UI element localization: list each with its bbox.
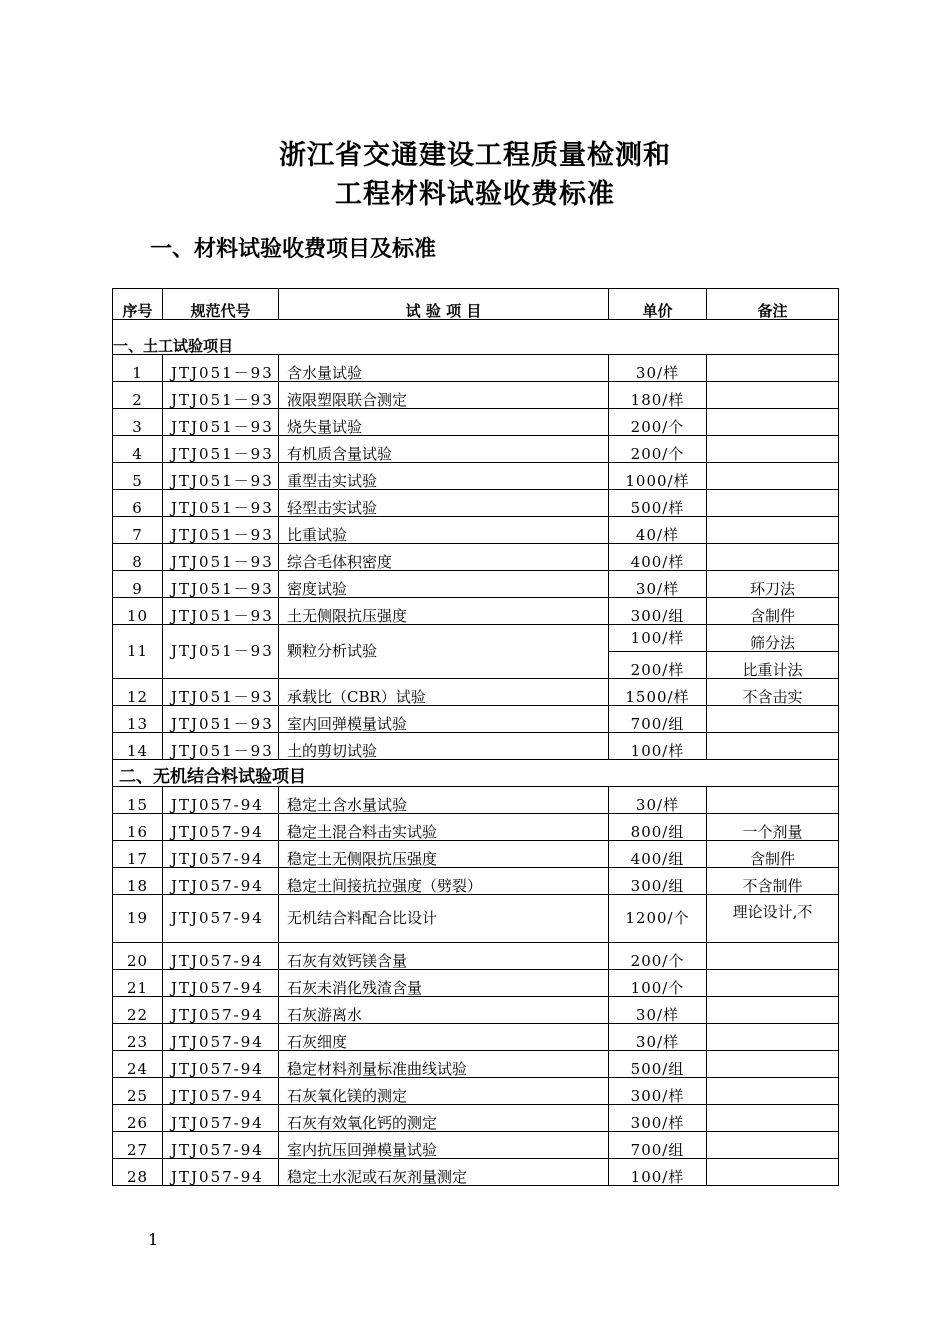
row-note [707, 436, 839, 463]
row-code: JTJ057-94 [163, 1024, 279, 1051]
row-index: 27 [113, 1132, 163, 1159]
row-code: JTJ057-94 [163, 814, 279, 841]
table-row [113, 625, 839, 652]
row-note: 含制件 [707, 598, 839, 625]
table-row [113, 787, 839, 814]
row-note: 含制件 [707, 841, 839, 868]
table-row [113, 943, 839, 970]
row-note: 理论设计,不 [707, 895, 839, 943]
section-row [113, 760, 839, 787]
row-price: 30/样 [609, 997, 707, 1024]
row-item: 稳定材料剂量标准曲线试验 [279, 1051, 609, 1078]
fee-table [112, 288, 839, 1186]
row-item: 稳定土无侧限抗压强度 [279, 841, 609, 868]
row-index: 11 [113, 625, 163, 679]
code-header: 规范代号 [163, 289, 279, 320]
row-code: JTJ057-94 [163, 895, 279, 943]
table-row [113, 679, 839, 706]
row-price: 30/样 [609, 571, 707, 598]
row-item: 稳定土水泥或石灰剂量测定 [279, 1159, 609, 1186]
row-price: 1200/个 [609, 895, 707, 943]
table-row [113, 463, 839, 490]
row-price: 700/组 [609, 1132, 707, 1159]
table-row [113, 841, 839, 868]
row-code: JTJ057-94 [163, 997, 279, 1024]
table-row [113, 1132, 839, 1159]
row-note: 一个剂量 [707, 814, 839, 841]
row-price: 200/个 [609, 409, 707, 436]
row-item: 密度试验 [279, 571, 609, 598]
row-item: 综合毛体积密度 [279, 544, 609, 571]
table-row [113, 409, 839, 436]
row-code: JTJ057-94 [163, 1078, 279, 1105]
section-title: 一、土工试验项目 [113, 320, 839, 355]
table-row [113, 490, 839, 517]
row-note [707, 1051, 839, 1078]
row-code: JTJ051－93 [163, 490, 279, 517]
row-index: 6 [113, 490, 163, 517]
row-price: 100/个 [609, 970, 707, 997]
row-price: 1500/样 [609, 679, 707, 706]
table-row [113, 733, 839, 760]
row-note [707, 1132, 839, 1159]
row-item: 稳定土间接抗拉强度（劈裂） [279, 868, 609, 895]
table-row [113, 1024, 839, 1051]
row-price: 700/组 [609, 706, 707, 733]
row-note [707, 544, 839, 571]
table-row [113, 517, 839, 544]
row-index: 1 [113, 355, 163, 382]
row-index: 2 [113, 382, 163, 409]
table-row [113, 895, 839, 943]
row-note [707, 355, 839, 382]
row-index: 18 [113, 868, 163, 895]
table-row [113, 598, 839, 625]
row-code: JTJ057-94 [163, 970, 279, 997]
table-header-row [113, 289, 839, 320]
row-item: 室内回弹模量试验 [279, 706, 609, 733]
row-item: 石灰未消化残渣含量 [279, 970, 609, 997]
row-item: 承载比（CBR）试验 [279, 679, 609, 706]
row-item: 土无侧限抗压强度 [279, 598, 609, 625]
row-note [707, 1024, 839, 1051]
row-code: JTJ057-94 [163, 1132, 279, 1159]
row-price: 300/样 [609, 1078, 707, 1105]
index-header: 序号 [113, 289, 163, 320]
row-code: JTJ057-94 [163, 787, 279, 814]
row-item: 颗粒分析试验 [279, 625, 609, 679]
row-note: 不含击实 [707, 679, 839, 706]
row-index: 26 [113, 1105, 163, 1132]
table-row [113, 571, 839, 598]
row-item: 含水量试验 [279, 355, 609, 382]
row-index: 15 [113, 787, 163, 814]
row-index: 24 [113, 1051, 163, 1078]
row-code: JTJ057-94 [163, 841, 279, 868]
row-item: 石灰氧化镁的测定 [279, 1078, 609, 1105]
table-row [113, 1159, 839, 1186]
row-price: 500/组 [609, 1051, 707, 1078]
table-row [113, 970, 839, 997]
row-code: JTJ057-94 [163, 1105, 279, 1132]
row-item: 比重试验 [279, 517, 609, 544]
row-item: 轻型击实试验 [279, 490, 609, 517]
row-note [707, 787, 839, 814]
row-price: 200/样 [609, 652, 707, 679]
row-code: JTJ057-94 [163, 1159, 279, 1186]
row-item: 有机质含量试验 [279, 436, 609, 463]
row-price: 300/组 [609, 868, 707, 895]
row-index: 23 [113, 1024, 163, 1051]
row-index: 10 [113, 598, 163, 625]
row-code: JTJ051－93 [163, 544, 279, 571]
row-index: 7 [113, 517, 163, 544]
row-index: 28 [113, 1159, 163, 1186]
row-price: 200/个 [609, 436, 707, 463]
table-row [113, 814, 839, 841]
row-price: 100/样 [609, 733, 707, 760]
row-index: 20 [113, 943, 163, 970]
row-price: 30/样 [609, 1024, 707, 1051]
row-item: 重型击实试验 [279, 463, 609, 490]
row-price: 400/样 [609, 544, 707, 571]
row-note [707, 1105, 839, 1132]
table-row [113, 1051, 839, 1078]
row-code: JTJ051－93 [163, 436, 279, 463]
row-note [707, 409, 839, 436]
row-note [707, 943, 839, 970]
row-item: 稳定土含水量试验 [279, 787, 609, 814]
row-note [707, 997, 839, 1024]
row-note [707, 1078, 839, 1105]
section-row [113, 320, 839, 355]
row-price: 300/样 [609, 1105, 707, 1132]
table-row [113, 868, 839, 895]
table-row [113, 706, 839, 733]
row-code: JTJ051－93 [163, 409, 279, 436]
row-index: 22 [113, 997, 163, 1024]
row-index: 12 [113, 679, 163, 706]
table-row [113, 1105, 839, 1132]
row-price: 800/组 [609, 814, 707, 841]
table-row [113, 544, 839, 571]
document-title-line2: 工程材料试验收费标准 [335, 179, 615, 210]
row-index: 4 [113, 436, 163, 463]
row-note: 筛分法 [707, 625, 839, 652]
note-header: 备注 [707, 289, 839, 320]
row-index: 13 [113, 706, 163, 733]
table-row [113, 997, 839, 1024]
document-title-line1: 浙江省交通建设工程质量检测和 [279, 140, 671, 171]
row-index: 17 [113, 841, 163, 868]
row-price: 100/样 [609, 1159, 707, 1186]
row-code: JTJ051－93 [163, 517, 279, 544]
row-index: 21 [113, 970, 163, 997]
row-note [707, 970, 839, 997]
row-note [707, 706, 839, 733]
row-item: 液限塑限联合测定 [279, 382, 609, 409]
row-note: 比重计法 [707, 652, 839, 679]
row-code: JTJ051－93 [163, 625, 279, 679]
row-note [707, 463, 839, 490]
row-index: 16 [113, 814, 163, 841]
row-code: JTJ057-94 [163, 868, 279, 895]
table-row [113, 355, 839, 382]
row-item: 石灰有效氧化钙的测定 [279, 1105, 609, 1132]
row-index: 8 [113, 544, 163, 571]
price-header: 单价 [609, 289, 707, 320]
section-heading: 一、材料试验收费项目及标准 [150, 236, 437, 262]
row-index: 25 [113, 1078, 163, 1105]
row-price: 1000/样 [609, 463, 707, 490]
row-code: JTJ051－93 [163, 355, 279, 382]
page-number: 1 [148, 1230, 159, 1249]
section-title: 二、无机结合料试验项目 [113, 760, 839, 787]
row-item: 室内抗压回弹模量试验 [279, 1132, 609, 1159]
row-code: JTJ051－93 [163, 733, 279, 760]
row-index: 5 [113, 463, 163, 490]
row-price: 400/组 [609, 841, 707, 868]
row-note [707, 517, 839, 544]
row-note: 环刀法 [707, 571, 839, 598]
row-item: 石灰细度 [279, 1024, 609, 1051]
row-price: 40/样 [609, 517, 707, 544]
table-row [113, 1078, 839, 1105]
row-note [707, 382, 839, 409]
row-code: JTJ057-94 [163, 943, 279, 970]
row-item: 烧失量试验 [279, 409, 609, 436]
row-price: 300/组 [609, 598, 707, 625]
row-code: JTJ051－93 [163, 706, 279, 733]
row-item: 稳定土混合料击实试验 [279, 814, 609, 841]
row-index: 14 [113, 733, 163, 760]
row-code: JTJ051－93 [163, 571, 279, 598]
row-code: JTJ051－93 [163, 598, 279, 625]
row-note [707, 1159, 839, 1186]
row-note [707, 733, 839, 760]
row-item: 土的剪切试验 [279, 733, 609, 760]
row-item: 无机结合料配合比设计 [279, 895, 609, 943]
row-code: JTJ057-94 [163, 1051, 279, 1078]
row-price: 180/样 [609, 382, 707, 409]
table-row [113, 382, 839, 409]
row-price: 30/样 [609, 355, 707, 382]
row-price: 100/样 [609, 625, 707, 652]
row-index: 19 [113, 895, 163, 943]
row-code: JTJ051－93 [163, 463, 279, 490]
row-item: 石灰有效钙镁含量 [279, 943, 609, 970]
row-note [707, 490, 839, 517]
row-index: 9 [113, 571, 163, 598]
row-item: 石灰游离水 [279, 997, 609, 1024]
row-code: JTJ051－93 [163, 382, 279, 409]
row-price: 30/样 [609, 787, 707, 814]
row-index: 3 [113, 409, 163, 436]
row-price: 200/个 [609, 943, 707, 970]
item-header: 试 验 项 目 [279, 289, 609, 320]
row-code: JTJ051－93 [163, 679, 279, 706]
row-price: 500/样 [609, 490, 707, 517]
row-note: 不含制件 [707, 868, 839, 895]
table-row [113, 436, 839, 463]
